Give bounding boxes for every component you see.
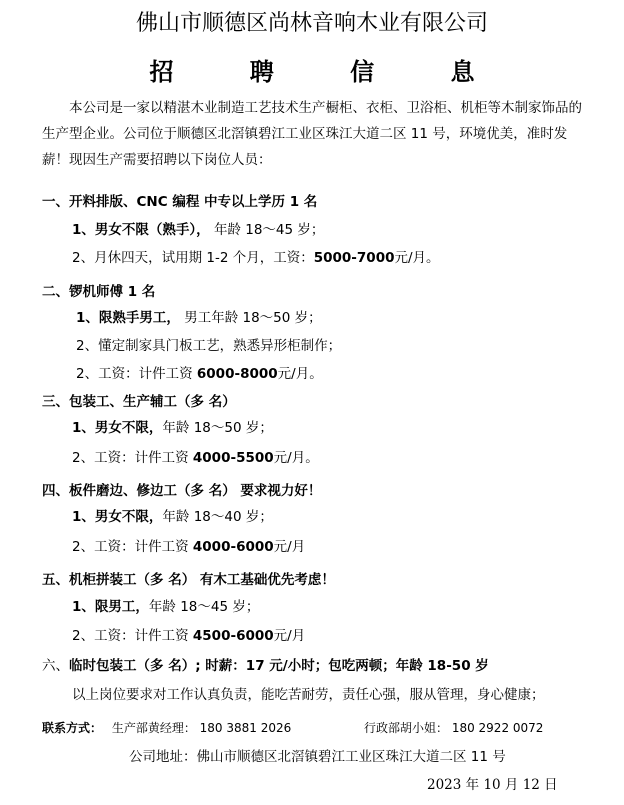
company-address: 公司地址：佛山市顺德区北滘镇碧江工业区珠江大道二区 11 号 <box>129 749 506 765</box>
item-text: 2、工资：计件工资 <box>72 539 193 555</box>
list-item <box>76 362 323 382</box>
temp-job-details: 临时包装工（多 名）; 时薪：17 元/小时；包吃两顿；年龄 18-50 岁 <box>69 658 489 674</box>
item-text: 2、月休四天，试用期 1-2 个月，工资： <box>72 250 314 266</box>
item-text: 2、懂定制家具门板工艺，熟悉异形柜制作； <box>76 338 342 354</box>
item-text: 年龄 18～45 岁； <box>209 222 325 238</box>
item-text: 2、工资：计件工资 <box>72 450 193 466</box>
item-text: 2、工资：计件工资 <box>76 366 197 382</box>
item-emphasis: 1、男女不限， <box>72 509 163 525</box>
item-emphasis: 1、男女不限（熟手）， <box>72 222 210 238</box>
item-unit: 元/月。 <box>277 366 323 382</box>
item-unit: 元/月。 <box>273 450 319 466</box>
section-heading: 三、包装工、生产辅工（多 名） <box>42 394 236 410</box>
list-item <box>72 416 273 436</box>
list-item <box>72 505 273 525</box>
item-text: 年龄 18～40 岁； <box>162 509 273 525</box>
contact-info <box>42 719 544 736</box>
item-unit: 元/月 <box>273 539 306 555</box>
salary-value: 4500-6000 <box>192 628 274 644</box>
section-heading: 二、锣机师傅 1 名 <box>42 284 156 300</box>
item-unit: 元/月 <box>273 628 306 644</box>
salary-value: 4000-5500 <box>192 450 274 466</box>
intro-paragraph: 本公司是一家以精湛木业制造工艺技术生产橱柜、衣柜、卫浴柜、机柜等木制家饰品的生产型企业。公司位于顺德区北滘镇碧江工业区珠江大道二区 11 号，环境优美，准时发薪！现因生产需要招聘以下岗位人员： <box>42 100 582 168</box>
section-heading: 五、机柜拼装工（多 名） 有木工基础优先考虑！ <box>42 572 335 588</box>
list-item <box>72 624 305 644</box>
list-item <box>72 595 259 615</box>
list-item <box>76 334 341 354</box>
item-unit: 元/月。 <box>394 250 440 266</box>
contact-person-1: 生产部黄经理： 180 3881 2026 <box>111 721 292 735</box>
contact-label: 联系方式： <box>42 721 103 735</box>
item-emphasis: 1、男女不限， <box>72 420 163 436</box>
section-heading: 四、板件磨边、修边工（多 名） 要求视力好！ <box>42 483 322 499</box>
section-number: 六、 <box>42 658 69 674</box>
requirement-text: 以上岗位要求对工作认真负责，能吃苦耐劳，责任心强，服从管理，身心健康； <box>72 687 545 703</box>
item-text: 男工年龄 18～50 岁； <box>179 310 322 326</box>
item-text: 年龄 18～50 岁； <box>162 420 273 436</box>
contact-person-2: 行政部胡小姐： 180 2922 0072 <box>364 721 544 735</box>
item-emphasis: 1、限男工， <box>72 599 149 615</box>
item-text: 2、工资：计件工资 <box>72 628 193 644</box>
salary-value: 6000-8000 <box>196 366 278 382</box>
list-item <box>72 446 319 466</box>
list-item <box>72 218 324 238</box>
salary-value: 5000-7000 <box>313 250 395 266</box>
salary-value: 4000-6000 <box>192 539 274 555</box>
section-heading: 一、开料排版、CNC 编程 中专以上学历 1 名 <box>42 194 318 210</box>
list-item <box>72 535 305 555</box>
item-text: 年龄 18～45 岁； <box>148 599 260 615</box>
page-title: 招 聘 信 息 <box>149 57 509 86</box>
temp-job-line <box>42 654 489 674</box>
item-emphasis: 1、限熟手男工， <box>76 310 180 326</box>
list-item <box>76 306 322 326</box>
company-name: 佛山市顺德区尚林音响木业有限公司 <box>135 11 488 36</box>
document-date: 2023 年 10 月 12 日 <box>427 777 558 793</box>
list-item <box>72 246 440 266</box>
